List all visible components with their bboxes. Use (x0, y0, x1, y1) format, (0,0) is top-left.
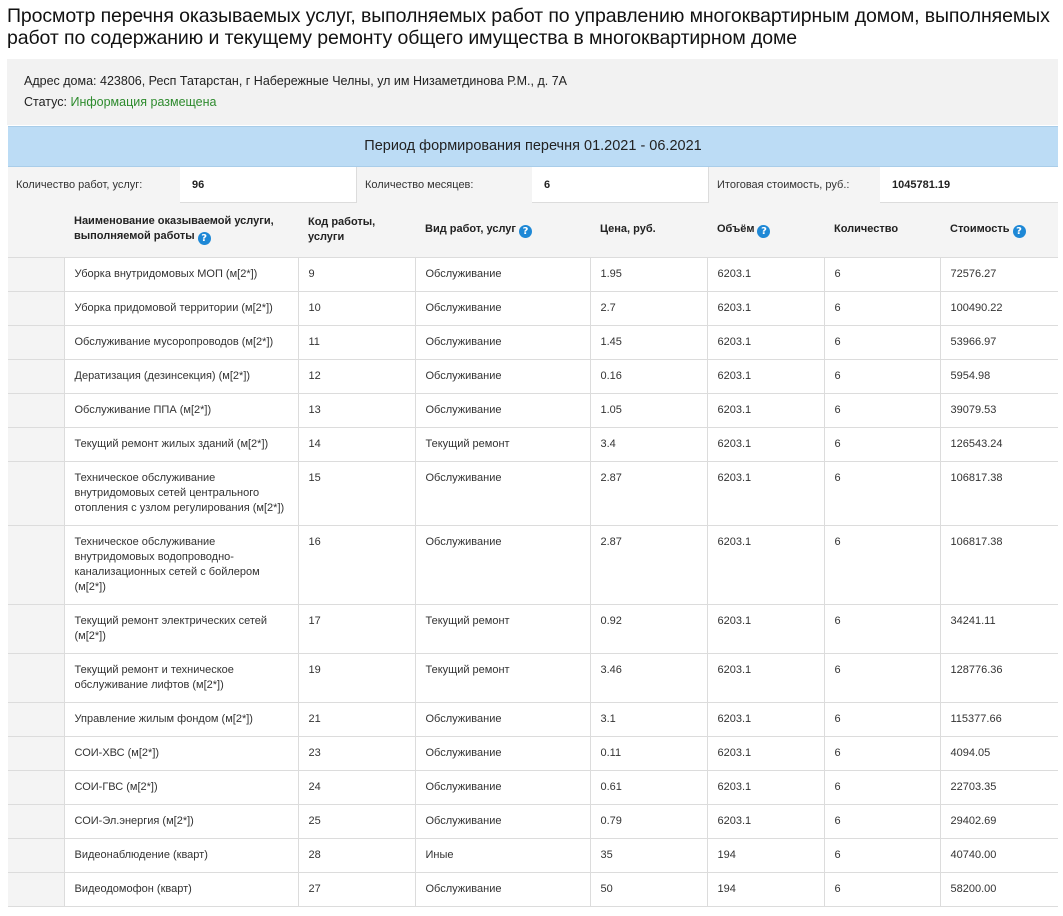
cell-qty: 6 (824, 325, 940, 359)
table-row (8, 604, 1058, 653)
cell-price: 0.11 (590, 736, 707, 770)
cell-price: 0.92 (590, 604, 707, 653)
table-row (8, 359, 1058, 393)
cell-price: 1.45 (590, 325, 707, 359)
row-gutter (8, 804, 64, 838)
cell-cost: 5954.98 (940, 359, 1058, 393)
cell-name: Текущий ремонт жилых зданий (м[2*]) (64, 427, 298, 461)
cell-code: 25 (298, 804, 415, 838)
table-row (8, 257, 1058, 291)
cell-code: 10 (298, 291, 415, 325)
cell-cost: 40740.00 (940, 838, 1058, 872)
cell-price: 3.46 (590, 653, 707, 702)
cell-cost: 106817.38 (940, 525, 1058, 604)
cell-name: Видеонаблюдение (кварт) (64, 838, 298, 872)
row-gutter (8, 393, 64, 427)
table-row (8, 427, 1058, 461)
header-code-label: Код работы, услуги (308, 215, 376, 243)
cell-price: 2.7 (590, 291, 707, 325)
cell-name: Обслуживание ППА (м[2*]) (64, 393, 298, 427)
cell-kind: Обслуживание (415, 393, 590, 427)
table-row (8, 325, 1058, 359)
cell-cost: 115377.66 (940, 702, 1058, 736)
cell-price: 1.95 (590, 257, 707, 291)
cell-code: 14 (298, 427, 415, 461)
cell-code: 13 (298, 393, 415, 427)
table-row (8, 653, 1058, 702)
table-row (8, 291, 1058, 325)
header-qty-label: Количество (834, 223, 899, 236)
cell-price: 2.87 (590, 461, 707, 525)
row-gutter (8, 461, 64, 525)
cell-volume: 6203.1 (707, 393, 824, 427)
cell-cost: 100490.22 (940, 291, 1058, 325)
header-cost-label: Стоимость (950, 222, 1010, 235)
header-name-label: Наименование оказываемой услуги, выполняемой работы (74, 215, 274, 243)
cell-cost: 106817.38 (940, 461, 1058, 525)
cell-name: Уборка придомовой территории (м[2*]) (64, 291, 298, 325)
header-cost (940, 203, 1058, 257)
cell-price: 1.05 (590, 393, 707, 427)
cell-price: 50 (590, 872, 707, 906)
cell-name: СОИ-Эл.энергия (м[2*]) (64, 804, 298, 838)
cell-kind: Обслуживание (415, 702, 590, 736)
row-gutter (8, 838, 64, 872)
cell-kind: Обслуживание (415, 257, 590, 291)
cell-cost: 22703.35 (940, 770, 1058, 804)
row-gutter (8, 291, 64, 325)
question-circle-icon[interactable]: ? (1013, 225, 1026, 238)
period-header: Период формирования перечня 01.2021 - 06.2021 (8, 126, 1058, 167)
cell-qty: 6 (824, 525, 940, 604)
cell-price: 35 (590, 838, 707, 872)
header-volume-label: Объём (717, 222, 755, 235)
cell-code: 27 (298, 872, 415, 906)
summary-row (8, 167, 1058, 203)
cell-code: 17 (298, 604, 415, 653)
cell-qty: 6 (824, 291, 940, 325)
cell-name: Текущий ремонт электрических сетей (м[2*]) (64, 604, 298, 653)
cell-qty: 6 (824, 770, 940, 804)
header-price-label: Цена, руб. (600, 223, 656, 236)
cell-name: Техническое обслуживание внутридомовых сетей центрального отопления с узлом регулирования (м[2*]) (64, 461, 298, 525)
cell-volume: 6203.1 (707, 291, 824, 325)
row-gutter (8, 872, 64, 906)
cell-name: СОИ-ХВС (м[2*]) (64, 736, 298, 770)
services-table (8, 203, 1058, 907)
cell-price: 0.16 (590, 359, 707, 393)
cell-kind: Обслуживание (415, 872, 590, 906)
cell-code: 12 (298, 359, 415, 393)
cell-kind: Обслуживание (415, 770, 590, 804)
table-row (8, 702, 1058, 736)
row-gutter (8, 604, 64, 653)
status-value: Информация размещена (70, 95, 217, 109)
table-row (8, 838, 1058, 872)
cell-qty: 6 (824, 653, 940, 702)
cell-name: Уборка внутридомовых МОП (м[2*]) (64, 257, 298, 291)
question-circle-icon[interactable]: ? (757, 225, 770, 238)
cell-qty: 6 (824, 359, 940, 393)
header-qty (824, 203, 940, 257)
cell-price: 3.4 (590, 427, 707, 461)
cell-volume: 194 (707, 872, 824, 906)
table-row (8, 461, 1058, 525)
cell-volume: 194 (707, 838, 824, 872)
cell-name: Текущий ремонт и техническое обслуживание лифтов (м[2*]) (64, 653, 298, 702)
cell-code: 11 (298, 325, 415, 359)
total-cost-value: 1045781.19 (892, 179, 951, 191)
cell-qty: 6 (824, 393, 940, 427)
header-volume (707, 203, 824, 257)
header-price (590, 203, 707, 257)
header-kind-label: Вид работ, услуг (425, 222, 516, 235)
cell-volume: 6203.1 (707, 525, 824, 604)
cell-kind: Обслуживание (415, 291, 590, 325)
cell-kind: Текущий ремонт (415, 604, 590, 653)
cell-kind: Текущий ремонт (415, 653, 590, 702)
total-cost-label: Итоговая стоимость, руб.: (708, 167, 880, 203)
address-label: Адрес дома: (24, 74, 97, 88)
row-gutter (8, 653, 64, 702)
cell-volume: 6203.1 (707, 804, 824, 838)
cell-volume: 6203.1 (707, 736, 824, 770)
cell-name: Обслуживание мусоропроводов (м[2*]) (64, 325, 298, 359)
months-count-value: 6 (544, 179, 551, 191)
house-info-panel (7, 59, 1058, 125)
row-gutter (8, 770, 64, 804)
row-gutter (8, 257, 64, 291)
cell-volume: 6203.1 (707, 653, 824, 702)
question-circle-icon[interactable]: ? (519, 225, 532, 238)
cell-code: 21 (298, 702, 415, 736)
table-row (8, 525, 1058, 604)
cell-volume: 6203.1 (707, 325, 824, 359)
cell-qty: 6 (824, 838, 940, 872)
table-header-row (8, 203, 1058, 257)
cell-cost: 39079.53 (940, 393, 1058, 427)
row-gutter (8, 325, 64, 359)
question-circle-icon[interactable]: ? (198, 232, 211, 245)
cell-qty: 6 (824, 736, 940, 770)
cell-kind: Обслуживание (415, 461, 590, 525)
cell-cost: 53966.97 (940, 325, 1058, 359)
cell-cost: 34241.11 (940, 604, 1058, 653)
table-row (8, 804, 1058, 838)
months-count-label: Количество месяцев: (356, 167, 532, 203)
row-gutter (8, 525, 64, 604)
cell-name: СОИ-ГВС (м[2*]) (64, 770, 298, 804)
status-line (24, 95, 216, 109)
cell-code: 9 (298, 257, 415, 291)
header-kind (415, 203, 590, 257)
cell-qty: 6 (824, 804, 940, 838)
cell-code: 23 (298, 736, 415, 770)
cell-volume: 6203.1 (707, 461, 824, 525)
cell-qty: 6 (824, 257, 940, 291)
cell-cost: 29402.69 (940, 804, 1058, 838)
cell-cost: 72576.27 (940, 257, 1058, 291)
cell-kind: Обслуживание (415, 736, 590, 770)
cell-name: Управление жилым фондом (м[2*]) (64, 702, 298, 736)
cell-cost: 58200.00 (940, 872, 1058, 906)
header-code (298, 203, 415, 257)
cell-kind: Обслуживание (415, 804, 590, 838)
cell-qty: 6 (824, 604, 940, 653)
header-name (64, 203, 298, 257)
table-row (8, 872, 1058, 906)
table-row (8, 770, 1058, 804)
row-gutter (8, 359, 64, 393)
cell-volume: 6203.1 (707, 427, 824, 461)
cell-code: 15 (298, 461, 415, 525)
works-count-value: 96 (192, 179, 205, 191)
cell-name: Техническое обслуживание внутридомовых водопроводно-канализационных сетей с бойлером (м[2*]) (64, 525, 298, 604)
row-gutter (8, 427, 64, 461)
cell-kind: Обслуживание (415, 325, 590, 359)
cell-cost: 4094.05 (940, 736, 1058, 770)
address-line (24, 74, 567, 88)
cell-volume: 6203.1 (707, 702, 824, 736)
cell-code: 19 (298, 653, 415, 702)
cell-code: 16 (298, 525, 415, 604)
cell-price: 0.79 (590, 804, 707, 838)
cell-price: 0.61 (590, 770, 707, 804)
cell-cost: 126543.24 (940, 427, 1058, 461)
cell-kind: Обслуживание (415, 525, 590, 604)
cell-kind: Обслуживание (415, 359, 590, 393)
header-gutter (8, 203, 64, 257)
cell-price: 3.1 (590, 702, 707, 736)
cell-volume: 6203.1 (707, 359, 824, 393)
cell-price: 2.87 (590, 525, 707, 604)
page-title: Просмотр перечня оказываемых услуг, выполняемых работ по управлению многоквартирным домом, выполняемых работ по содержанию и текущему ремонту общего имущества в многоквартирном доме (7, 5, 1050, 49)
cell-name: Видеодомофон (кварт) (64, 872, 298, 906)
cell-volume: 6203.1 (707, 604, 824, 653)
cell-kind: Иные (415, 838, 590, 872)
table-row (8, 736, 1058, 770)
cell-qty: 6 (824, 461, 940, 525)
cell-volume: 6203.1 (707, 770, 824, 804)
row-gutter (8, 702, 64, 736)
cell-name: Дератизация (дезинсекция) (м[2*]) (64, 359, 298, 393)
status-label: Статус: (24, 95, 67, 109)
cell-cost: 128776.36 (940, 653, 1058, 702)
cell-kind: Текущий ремонт (415, 427, 590, 461)
works-count-label: Количество работ, услуг: (8, 167, 180, 203)
cell-volume: 6203.1 (707, 257, 824, 291)
cell-qty: 6 (824, 872, 940, 906)
address-value: 423806, Респ Татарстан, г Набережные Челны, ул им Низаметдинова Р.М., д. 7А (100, 74, 567, 88)
cell-qty: 6 (824, 427, 940, 461)
cell-code: 28 (298, 838, 415, 872)
row-gutter (8, 736, 64, 770)
cell-qty: 6 (824, 702, 940, 736)
cell-code: 24 (298, 770, 415, 804)
table-row (8, 393, 1058, 427)
